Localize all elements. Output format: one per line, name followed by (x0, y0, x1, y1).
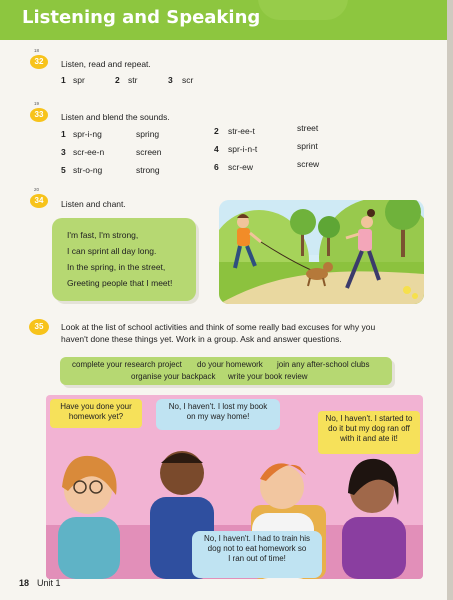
activity-item: complete your research project (72, 360, 182, 369)
activity-item: write your book review (228, 372, 308, 381)
chant-line: In the spring, in the street, (67, 262, 166, 272)
bubble-line: No, I haven't. I lost my book (168, 402, 268, 411)
park-scene (219, 200, 424, 304)
bubble-line: I ran out of time! (228, 554, 286, 563)
blend-parts: spr-i-n-t (228, 144, 258, 154)
exercise-badge: 32 (30, 55, 48, 69)
chant-box (52, 218, 196, 301)
speech-bubble-answer-1 (156, 399, 280, 430)
section-title: Listening and Speaking (22, 7, 261, 28)
exercise-badge: 35 (29, 319, 49, 335)
blend-word: street (297, 123, 319, 133)
exercise-badge: 33 (30, 108, 48, 122)
bubble-line: homework yet? (68, 412, 124, 421)
park-illustration (219, 200, 424, 304)
blend-parts: spr-i-ng (73, 129, 102, 139)
item-number: 2 (214, 126, 219, 136)
item-number: 6 (214, 162, 219, 172)
blend-parts: str-o-ng (73, 165, 103, 175)
header-decoration (258, 0, 348, 20)
exercise-badge: 34 (30, 194, 48, 208)
blend-word: screw (297, 159, 320, 169)
bubble-line: No, I haven't. I started to (325, 414, 413, 423)
speech-bubble-answer-3 (192, 531, 322, 578)
blend-word: screen (136, 147, 162, 157)
bubble-line: do it but my dog ran off (328, 424, 410, 433)
audio-track-number: 18 (34, 48, 40, 53)
chant-line: I can sprint all day long. (67, 246, 157, 256)
exercise-instruction-line-1: Look at the list of school activities and think of some really bad excuses for why you (61, 322, 376, 332)
sound-item: str (128, 75, 138, 85)
activity-item: join any after-school clubs (277, 360, 370, 369)
activity-item: do your homework (197, 360, 263, 369)
chant-line: Greeting people that I meet! (67, 278, 173, 288)
item-number: 1 (61, 75, 66, 85)
bubble-line: No, I haven't. I had to train his (203, 534, 311, 543)
sound-item: scr (182, 75, 194, 85)
exercise-instruction-line-2: haven't done these things yet. Work in a group. Ask and answer questions. (61, 334, 342, 344)
exercise-instruction: Listen and blend the sounds. (61, 112, 170, 122)
audio-track-number: 19 (34, 101, 40, 106)
chant-line: I'm fast, I'm strong, (67, 230, 139, 240)
next-page-edge (447, 0, 453, 600)
item-number: 3 (168, 75, 173, 85)
item-number: 1 (61, 129, 66, 139)
exercise-instruction: Listen and chant. (61, 199, 126, 209)
speech-bubble-answer-2 (318, 411, 420, 454)
blend-parts: str-ee-t (228, 126, 255, 136)
blend-parts: scr-ew (228, 162, 254, 172)
blend-word: sprint (297, 141, 318, 151)
item-number: 2 (115, 75, 120, 85)
activity-item: organise your backpack (131, 372, 216, 381)
item-number: 3 (61, 147, 66, 157)
section-header (0, 0, 447, 40)
page-number: 18 (19, 578, 30, 588)
exercise-instruction: Listen, read and repeat. (61, 59, 151, 69)
bubble-line: dog not to eat homework so (207, 544, 307, 553)
comic-illustration (46, 395, 423, 579)
speech-bubble-question (50, 399, 142, 428)
bubble-line: Have you done your (60, 402, 132, 411)
activity-list-box (60, 357, 392, 385)
unit-label: Unit 1 (37, 578, 61, 588)
audio-track-number: 20 (34, 187, 40, 192)
bubble-line: on my way home! (186, 412, 250, 421)
blend-word: spring (136, 129, 160, 139)
blend-word: strong (136, 165, 160, 175)
blend-parts: scr-ee-n (73, 147, 105, 157)
sound-item: spr (73, 75, 85, 85)
item-number: 4 (214, 144, 219, 154)
item-number: 5 (61, 165, 66, 175)
bubble-line: with it and ate it! (340, 434, 398, 443)
